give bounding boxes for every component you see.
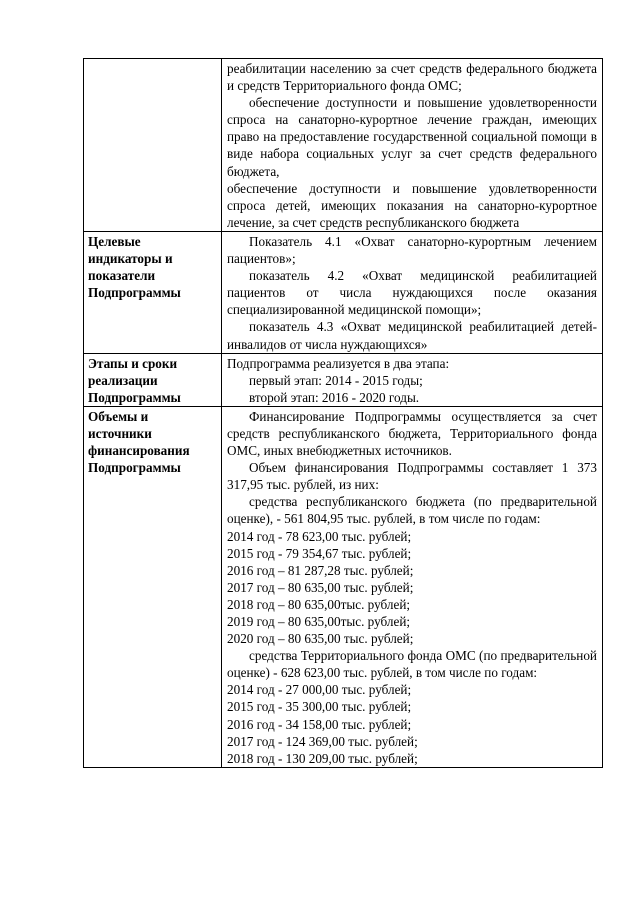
- row-label-line: Подпрограммы: [88, 284, 181, 300]
- row-label-cell: [84, 353, 222, 406]
- content-paragraph: обеспечение доступности и повышение удовлетворенности спроса на санаторно-курортное лечение граждан, имеющих право на предоставление государственной социальной помощи в виде набора социальных услуг за счет средств федерального бюджета,: [227, 95, 597, 179]
- content-paragraph: обеспечение доступности и повышение удовлетворенности спроса детей, имеющих показания на санаторно-курортное лечение, за счет средств республиканского бюджета: [227, 180, 597, 230]
- content-paragraph: показатель 4.3 «Охват медицинской реабилитацией детей-инвалидов от числа нуждающихся»: [227, 319, 597, 352]
- content-paragraph: второй этап: 2016 - 2020 годы.: [249, 389, 420, 405]
- content-paragraph: 2017 год - 124 369,00 тыс. рублей;: [227, 733, 418, 749]
- row-label-line: источники: [88, 425, 152, 441]
- row-label-cell: [84, 406, 222, 767]
- row-content-cell: [222, 231, 603, 353]
- content-paragraph: первый этап: 2014 - 2015 годы;: [249, 372, 423, 388]
- subprogram-passport-table: [83, 58, 603, 768]
- content-paragraph: 2015 год - 79 354,67 тыс. рублей;: [227, 545, 412, 561]
- content-paragraph: показатель 4.2 «Охват медицинской реабилитацией пациентов от числа нуждающихся после оказания специализированной медицинской помощи»;: [227, 268, 597, 318]
- table-row: [84, 353, 603, 406]
- content-paragraph: 2016 год – 81 287,28 тыс. рублей;: [227, 562, 414, 578]
- content-paragraph: 2014 год - 78 623,00 тыс. рублей;: [227, 528, 412, 544]
- row-label-line: Объемы и: [88, 408, 149, 424]
- content-paragraph: Финансирование Подпрограммы осуществляется за счет средств республиканского бюджета, Территориального фонда ОМС, иных внебюджетных источников.: [227, 408, 597, 459]
- content-paragraph: Показатель 4.1 «Охват санаторно-курортным лечением пациентов»;: [227, 233, 597, 267]
- content-paragraph: 2014 год - 27 000,00 тыс. рублей;: [227, 682, 412, 698]
- table-row: [84, 231, 603, 353]
- row-label-line: индикаторы и: [88, 250, 173, 266]
- content-paragraph: 2019 год – 80 635,00тыс. рублей;: [227, 614, 411, 629]
- row-content-cell: [222, 353, 603, 406]
- row-label-line: показатели: [88, 267, 156, 283]
- content-paragraph: 2018 год - 130 209,00 тыс. рублей;: [227, 750, 418, 766]
- row-label-line: Подпрограммы: [88, 389, 181, 405]
- row-content-cell: [222, 406, 603, 767]
- row-label-line: Подпрограммы: [88, 459, 181, 475]
- content-paragraph: реабилитации населению за счет средств федерального бюджета и средств Территориального фонда ОМС;: [227, 61, 597, 94]
- content-paragraph: средства Территориального фонда ОМС (по предварительной оценке) - 628 623,00 тыс. рублей, в том числе по годам:: [227, 648, 597, 681]
- table-row: [84, 406, 603, 767]
- row-label-line: финансирования: [88, 442, 190, 458]
- content-paragraph: 2017 год – 80 635,00 тыс. рублей;: [227, 579, 414, 595]
- content-paragraph: Подпрограмма реализуется в два этапа:: [227, 355, 450, 371]
- content-paragraph: Объем финансирования Подпрограммы составляет 1 373 317,95 тыс. рублей, из них:: [227, 460, 597, 493]
- table-row: [84, 59, 603, 232]
- row-content-cell: [222, 59, 603, 232]
- row-label-cell: [84, 59, 222, 232]
- content-paragraph: 2016 год - 34 158,00 тыс. рублей;: [227, 716, 412, 732]
- content-paragraph: 2020 год – 80 635,00 тыс. рублей;: [227, 631, 414, 647]
- row-label-line: Этапы и сроки: [88, 355, 178, 371]
- row-label-line: Целевые: [88, 233, 141, 249]
- row-label-line: реализации: [88, 372, 158, 388]
- content-paragraph: 2015 год - 35 300,00 тыс. рублей;: [227, 699, 412, 715]
- content-paragraph: 2018 год – 80 635,00тыс. рублей;: [227, 596, 411, 612]
- content-paragraph: средства республиканского бюджета (по предварительной оценке), - 561 804,95 тыс. рублей, в том числе по годам:: [227, 494, 597, 527]
- row-label-cell: [84, 231, 222, 353]
